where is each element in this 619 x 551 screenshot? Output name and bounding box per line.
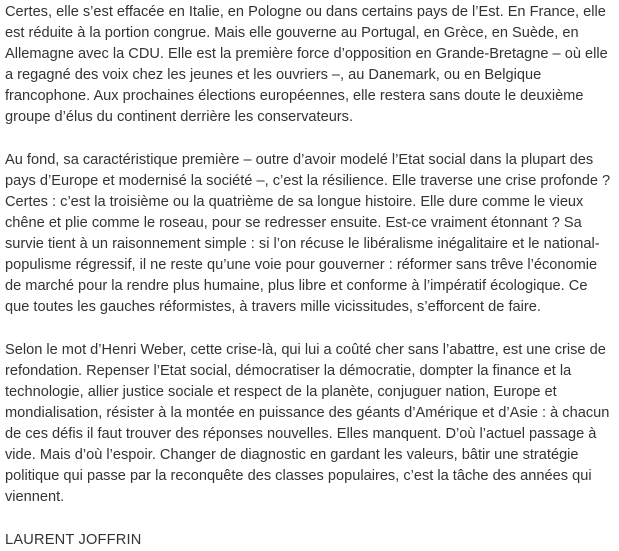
article-paragraph-2: Au fond, sa caractéristique première – outre d’avoir modelé l’Etat social dans la plupart des pays d’Europe et modernisé la société –, c’est la résilience. Elle traverse une crise profonde ? Certes : c’est la troisième ou la quatrième de sa longue histoire. Elle dure comme le vieux chêne et plie comme le roseau, pour se redresser ensuite. Est-ce vraiment étonnant ? Sa survie tient à un raisonnement simple : si l’on récuse le libéralisme inégalitaire et le national-populisme régressif, il ne reste qu’une voie pour gouverner : réformer sans trêve l’économie de marché pour la rendre plus humaine, plus libre et conforme à l’impératif écologique. Ce que toutes les gauches réformistes, à travers mille vicissitudes, s’efforcent de faire. [5, 152, 611, 315]
author-signature: LAURENT JOFFRIN [5, 532, 142, 548]
article-paragraph-1: Certes, elle s’est effacée en Italie, en Pologne ou dans certains pays de l’Est. En France, elle est réduite à la portion congrue. Mais elle gouverne au Portugal, en Grèce, en Suède, en Allemagne avec la CDU. Elle est la première force d’opposition en Grande-Bretagne – où elle a regagné des voix chez les jeunes et les ouvriers –, au Danemark, ou en Belgique francophone. Aux prochaines élections européennes, elle restera sans doute le deuxième groupe d’élus du continent derrière les conservateurs. [5, 4, 608, 125]
article-paragraph-3: Selon le mot d’Henri Weber, cette crise-là, qui lui a coûté cher sans l’abattre, est une crise de refondation. Repenser l’Etat social, démocratiser la démocratie, dompter la finance et la technologie, allier justice sociale et respect de la planète, conjuguer nation, Europe et mondialisation, résister à la montée en puissance des géants d’Amérique et d’Asie : à chacun de ces défis il faut trouver des réponses nouvelles. Elles manquent. D’où l’actuel passage à vide. Mais d’où l’espoir. Changer de diagnostic en gardant les valeurs, bâtir une stratégie politique qui passe par la reconquête des classes populaires, c’est la tâche des années qui viennent. [5, 342, 610, 505]
